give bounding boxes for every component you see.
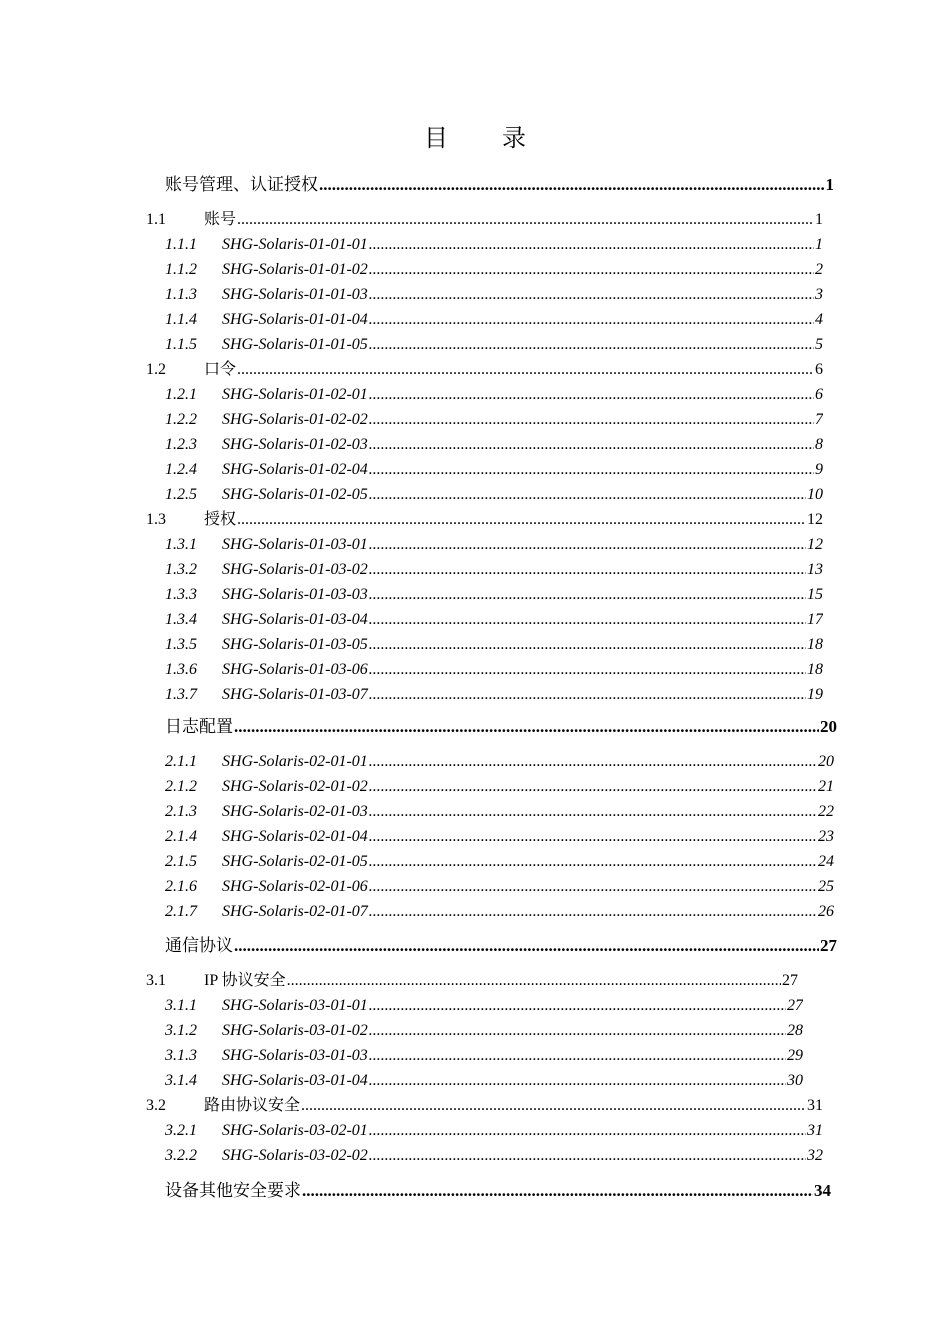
toc-entry-page: 18 xyxy=(807,636,823,653)
toc-entry-text: 账号 xyxy=(204,211,237,228)
dot-leader xyxy=(369,534,806,556)
toc-entry-number: 3.2 xyxy=(146,1097,166,1114)
toc-entry-text: SHG-Solaris-02-01-03 xyxy=(222,803,368,820)
dot-leader xyxy=(369,584,806,606)
toc-entry-subsection[interactable] xyxy=(165,284,823,306)
toc-entry-text: SHG-Solaris-02-01-07 xyxy=(222,903,368,920)
toc-entry-number: 2.1.5 xyxy=(165,853,197,870)
toc-entry-subsection[interactable] xyxy=(165,995,803,1017)
toc-entry-page: 19 xyxy=(807,686,823,703)
toc-entry-text: SHG-Solaris-01-01-02 xyxy=(222,261,368,278)
dot-leader xyxy=(369,384,814,406)
toc-entry-subsection[interactable] xyxy=(165,384,823,406)
dot-leader xyxy=(369,434,814,456)
toc-entry-text: SHG-Solaris-03-01-02 xyxy=(222,1022,368,1039)
dot-leader xyxy=(369,1145,806,1167)
toc-entry-text: 授权 xyxy=(204,511,237,528)
toc-entry-subsection[interactable] xyxy=(165,1045,803,1067)
toc-entry-subsection[interactable] xyxy=(165,559,823,581)
toc-entry-text: 路由协议安全 xyxy=(204,1097,301,1114)
toc-entry-page: 6 xyxy=(815,386,823,403)
dot-leader xyxy=(369,659,806,681)
toc-entry-text: SHG-Solaris-03-01-04 xyxy=(222,1072,368,1089)
toc-title: 目 录 xyxy=(424,126,550,152)
toc-entry-page: 26 xyxy=(818,903,834,920)
toc-entry-chapter-1[interactable] xyxy=(165,174,834,196)
toc-entry-chapter-4[interactable] xyxy=(165,1180,831,1202)
toc-entry-page: 23 xyxy=(818,828,834,845)
toc-entry-number: 1.2.4 xyxy=(165,461,197,478)
dot-leader xyxy=(369,1045,786,1067)
toc-entry-subsection[interactable] xyxy=(165,684,823,706)
toc-entry-chapter-3[interactable] xyxy=(165,935,837,957)
toc-entry-text: SHG-Solaris-03-01-03 xyxy=(222,1047,368,1064)
toc-entry-subsection[interactable] xyxy=(165,259,823,281)
toc-entry-number: 1.1.5 xyxy=(165,336,197,353)
dot-leader xyxy=(234,716,819,738)
toc-entry-number: 1.3.5 xyxy=(165,636,197,653)
toc-entry-section[interactable] xyxy=(146,509,823,531)
toc-entry-text: SHG-Solaris-03-01-01 xyxy=(222,997,368,1014)
dot-leader xyxy=(369,776,817,798)
toc-entry-page: 7 xyxy=(815,411,823,428)
toc-entry-page: 3 xyxy=(815,286,823,303)
toc-entry-text: SHG-Solaris-02-01-01 xyxy=(222,753,368,770)
toc-entry-page: 18 xyxy=(807,661,823,678)
toc-entry-page: 34 xyxy=(814,1181,831,1200)
dot-leader xyxy=(234,935,819,957)
toc-entry-subsection[interactable] xyxy=(165,851,834,873)
toc-entry-number: 1.1.4 xyxy=(165,311,197,328)
toc-entry-page: 1 xyxy=(815,236,823,253)
toc-entry-number: 3.2.1 xyxy=(165,1122,197,1139)
toc-entry-text: SHG-Solaris-01-03-02 xyxy=(222,561,368,578)
toc-entry-text: SHG-Solaris-01-03-06 xyxy=(222,661,368,678)
toc-entry-number: 2.1.6 xyxy=(165,878,197,895)
toc-entry-text: SHG-Solaris-01-03-03 xyxy=(222,586,368,603)
toc-entry-text: SHG-Solaris-01-02-03 xyxy=(222,436,368,453)
toc-entry-page: 5 xyxy=(815,336,823,353)
toc-entry-text: SHG-Solaris-03-02-02 xyxy=(222,1147,368,1164)
toc-entry-text: 口令 xyxy=(204,361,237,378)
dot-leader xyxy=(369,901,817,923)
toc-entry-text: SHG-Solaris-01-02-04 xyxy=(222,461,368,478)
toc-entry-number: 1.1 xyxy=(146,211,166,228)
toc-entry-number: 3.2.2 xyxy=(165,1147,197,1164)
toc-entry-page: 25 xyxy=(818,878,834,895)
dot-leader xyxy=(369,684,806,706)
toc-entry-subsection[interactable] xyxy=(165,1120,823,1142)
toc-entry-subsection[interactable] xyxy=(165,234,823,256)
toc-entry-page: 20 xyxy=(818,753,834,770)
dot-leader xyxy=(369,234,814,256)
toc-entry-page: 9 xyxy=(815,461,823,478)
toc-entry-page: 32 xyxy=(807,1147,823,1164)
toc-entry-page: 27 xyxy=(782,972,798,989)
toc-entry-subsection[interactable] xyxy=(165,584,823,606)
dot-leader xyxy=(369,409,814,431)
toc-entry-chapter-2[interactable] xyxy=(165,716,837,738)
toc-entry-section[interactable] xyxy=(146,1095,823,1117)
toc-entry-subsection[interactable] xyxy=(165,534,823,556)
dot-leader xyxy=(369,634,806,656)
toc-entry-number: 1.2.5 xyxy=(165,486,197,503)
toc-entry-number: 1.3.1 xyxy=(165,536,197,553)
dot-leader xyxy=(302,1180,813,1202)
dot-leader xyxy=(369,801,817,823)
toc-entry-number: 1.3.4 xyxy=(165,611,197,628)
toc-entry-number: 3.1.3 xyxy=(165,1047,197,1064)
toc-entry-subsection[interactable] xyxy=(165,1020,803,1042)
toc-entry-page: 8 xyxy=(815,436,823,453)
toc-entry-subsection[interactable] xyxy=(165,484,823,506)
toc-entry-number: 1.1.2 xyxy=(165,261,197,278)
toc-entry-page: 20 xyxy=(820,717,837,736)
dot-leader xyxy=(287,970,781,992)
toc-entry-subsection[interactable] xyxy=(165,609,823,631)
toc-entry-subsection[interactable] xyxy=(165,876,834,898)
toc-entry-page: 28 xyxy=(787,1022,803,1039)
toc-entry-number: 1.3.6 xyxy=(165,661,197,678)
toc-entry-text: SHG-Solaris-01-03-07 xyxy=(222,686,368,703)
toc-entry-subsection[interactable] xyxy=(165,309,823,331)
toc-entry-text: SHG-Solaris-02-01-05 xyxy=(222,853,368,870)
toc-entry-text: SHG-Solaris-01-01-03 xyxy=(222,286,368,303)
toc-entry-number: 3.1.1 xyxy=(165,997,197,1014)
toc-entry-text: SHG-Solaris-01-03-01 xyxy=(222,536,368,553)
dot-leader xyxy=(301,1095,806,1117)
dot-leader xyxy=(369,1020,786,1042)
toc-entry-page: 6 xyxy=(815,361,823,378)
toc-entry-subsection[interactable] xyxy=(165,751,834,773)
toc-entry-page: 12 xyxy=(807,536,823,553)
toc-entry-page: 1 xyxy=(825,175,834,194)
toc-entry-number: 1.2 xyxy=(146,361,166,378)
toc-entry-text: SHG-Solaris-02-01-02 xyxy=(222,778,368,795)
toc-entry-number: 1.2.2 xyxy=(165,411,197,428)
toc-entry-number: 3.1.2 xyxy=(165,1022,197,1039)
toc-entry-page: 21 xyxy=(818,778,834,795)
toc-entry-page: 30 xyxy=(787,1072,803,1089)
toc-entry-text: SHG-Solaris-01-03-04 xyxy=(222,611,368,628)
dot-leader xyxy=(369,751,817,773)
dot-leader xyxy=(237,209,814,231)
toc-entry-number: 2.1.3 xyxy=(165,803,197,820)
dot-leader xyxy=(369,309,814,331)
toc-entry-text: SHG-Solaris-02-01-06 xyxy=(222,878,368,895)
toc-entry-number: 2.1.2 xyxy=(165,778,197,795)
toc-entry-text: SHG-Solaris-01-01-05 xyxy=(222,336,368,353)
dot-leader xyxy=(237,509,806,531)
dot-leader xyxy=(369,1120,806,1142)
dot-leader xyxy=(369,995,786,1017)
toc-entry-text: 日志配置 xyxy=(165,717,233,736)
dot-leader xyxy=(369,459,814,481)
toc-entry-page: 4 xyxy=(815,311,823,328)
toc-entry-number: 2.1.1 xyxy=(165,753,197,770)
dot-leader xyxy=(319,174,825,196)
toc-entry-subsection[interactable] xyxy=(165,409,823,431)
toc-entry-number: 3.1.4 xyxy=(165,1072,197,1089)
toc-entry-page: 27 xyxy=(787,997,803,1014)
toc-entry-subsection[interactable] xyxy=(165,659,823,681)
dot-leader xyxy=(369,1070,786,1092)
toc-entry-number: 1.2.3 xyxy=(165,436,197,453)
toc-entry-text: 账号管理、认证授权 xyxy=(165,175,318,194)
toc-entry-page: 31 xyxy=(807,1122,823,1139)
toc-entry-subsection[interactable] xyxy=(165,1070,803,1092)
toc-entry-page: 27 xyxy=(820,936,837,955)
toc-entry-section[interactable] xyxy=(146,970,798,992)
toc-entry-section[interactable] xyxy=(146,359,823,381)
toc-entry-number: 1.1.1 xyxy=(165,236,197,253)
toc-entry-page: 22 xyxy=(818,803,834,820)
dot-leader xyxy=(369,284,814,306)
toc-entry-page: 15 xyxy=(807,586,823,603)
toc-entry-subsection[interactable] xyxy=(165,634,823,656)
toc-entry-page: 12 xyxy=(807,511,823,528)
dot-leader xyxy=(369,484,806,506)
toc-entry-text: SHG-Solaris-02-01-04 xyxy=(222,828,368,845)
toc-entry-text: SHG-Solaris-01-03-05 xyxy=(222,636,368,653)
toc-entry-text: SHG-Solaris-01-01-04 xyxy=(222,311,368,328)
toc-entry-page: 10 xyxy=(807,486,823,503)
toc-entry-subsection[interactable] xyxy=(165,334,823,356)
toc-entry-number: 1.1.3 xyxy=(165,286,197,303)
toc-entry-number: 1.3.2 xyxy=(165,561,197,578)
toc-entry-number: 2.1.4 xyxy=(165,828,197,845)
toc-entry-number: 1.3.7 xyxy=(165,686,197,703)
toc-entry-number: 1.2.1 xyxy=(165,386,197,403)
toc-entry-subsection[interactable] xyxy=(165,459,823,481)
dot-leader xyxy=(369,559,806,581)
toc-entry-page: 13 xyxy=(807,561,823,578)
toc-entry-text: 通信协议 xyxy=(165,936,233,955)
dot-leader xyxy=(369,851,817,873)
dot-leader xyxy=(237,359,814,381)
toc-entry-text: SHG-Solaris-01-02-02 xyxy=(222,411,368,428)
dot-leader xyxy=(369,876,817,898)
toc-entry-section[interactable] xyxy=(146,209,823,231)
toc-entry-number: 3.1 xyxy=(146,972,166,989)
toc-entry-page: 29 xyxy=(787,1047,803,1064)
toc-entry-subsection[interactable] xyxy=(165,776,834,798)
toc-entry-text: SHG-Solaris-01-01-01 xyxy=(222,236,368,253)
toc-entry-subsection[interactable] xyxy=(165,1145,823,1167)
toc-entry-text: SHG-Solaris-03-02-01 xyxy=(222,1122,368,1139)
toc-entry-subsection[interactable] xyxy=(165,826,834,848)
toc-entry-page: 24 xyxy=(818,853,834,870)
toc-entry-number: 2.1.7 xyxy=(165,903,197,920)
toc-entry-number: 1.3.3 xyxy=(165,586,197,603)
dot-leader xyxy=(369,334,814,356)
toc-entry-page: 31 xyxy=(807,1097,823,1114)
toc-entry-subsection[interactable] xyxy=(165,901,834,923)
toc-entry-text: 设备其他安全要求 xyxy=(165,1181,301,1200)
toc-entry-page: 1 xyxy=(815,211,823,228)
dot-leader xyxy=(369,259,814,281)
toc-entry-text: SHG-Solaris-01-02-05 xyxy=(222,486,368,503)
dot-leader xyxy=(369,826,817,848)
dot-leader xyxy=(369,609,806,631)
toc-entry-subsection[interactable] xyxy=(165,434,823,456)
toc-entry-page: 17 xyxy=(807,611,823,628)
toc-entry-text: IP 协议安全 xyxy=(204,972,286,989)
toc-entry-subsection[interactable] xyxy=(165,801,834,823)
toc-entry-text: SHG-Solaris-01-02-01 xyxy=(222,386,368,403)
toc-entry-page: 2 xyxy=(815,261,823,278)
toc-entry-number: 1.3 xyxy=(146,511,166,528)
